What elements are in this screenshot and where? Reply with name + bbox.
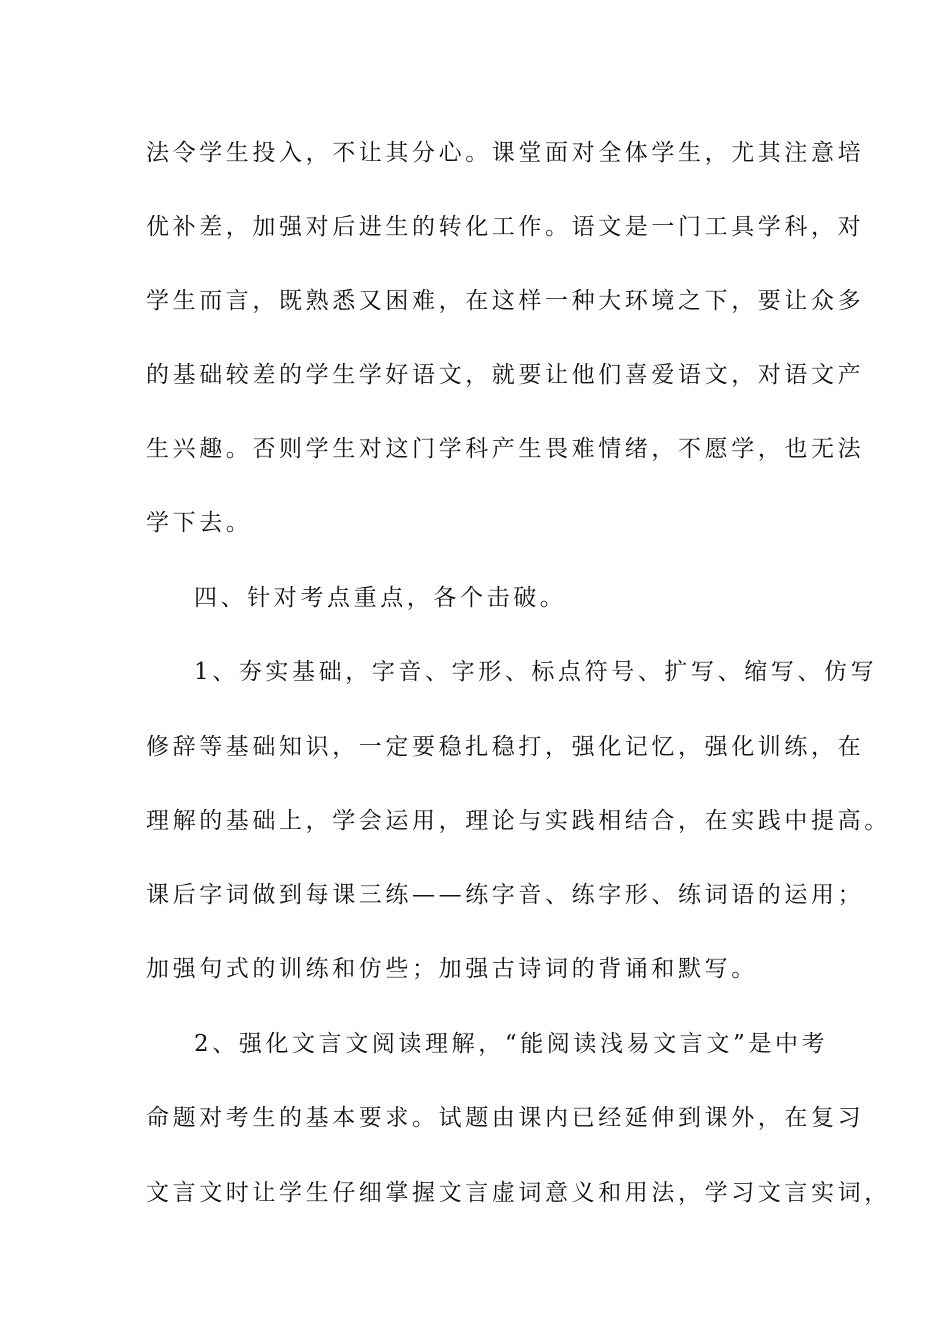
text-line: 优补差，加强对后进生的转化工作。语文是一门工具学科，对 (146, 214, 865, 240)
text-line: 学生而言，既熟悉又困难，在这样一种大环境之下，要让众多 (146, 288, 865, 314)
text-line: 法令学生投入，不让其分心。课堂面对全体学生，尤其注意培 (146, 140, 865, 166)
text-line: 1、夯实基础，字音、字形、标点符号、扩写、缩写、仿写 (194, 659, 878, 685)
text-line: 理解的基础上，学会运用，理论与实践相结合，在实践中提高。 (146, 808, 891, 834)
text-line: 加强句式的训练和仿些；加强古诗词的背诵和默写。 (146, 956, 758, 982)
text-line: 课后字词做到每课三练——练字音、练字形、练词语的运用； (146, 882, 865, 908)
text-line: 生兴趣。否则学生对这门学科产生畏难情绪，不愿学，也无法 (146, 436, 865, 462)
section-heading: 四、针对考点重点，各个击破。 (194, 585, 567, 611)
text-line: 2、强化文言文阅读理解，“能阅读浅易文言文”是中考 (194, 1031, 829, 1057)
text-line: 的基础较差的学生学好语文，就要让他们喜爱语文，对语文产 (146, 362, 865, 388)
text-line: 文言文时让学生仔细掌握文言虚词意义和用法，学习文言实词， (146, 1180, 891, 1206)
text-line: 修辞等基础知识，一定要稳扎稳打，强化记忆，强化训练，在 (146, 734, 865, 760)
text-line: 学下去。 (146, 510, 253, 536)
text-line: 命题对考生的基本要求。试题由课内已经延伸到课外，在复习 (146, 1105, 865, 1131)
